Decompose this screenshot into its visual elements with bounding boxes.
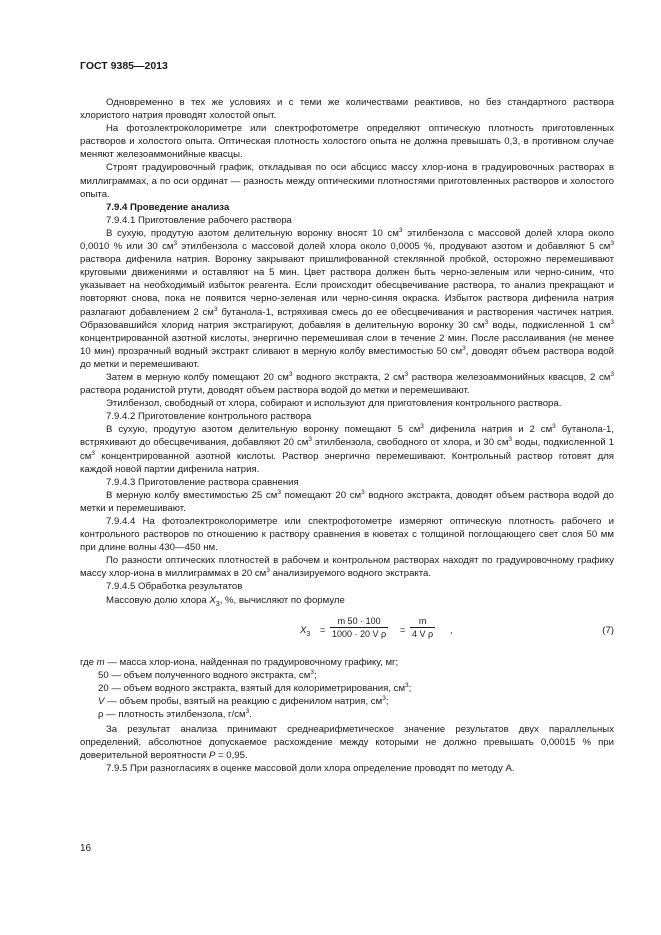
- legend-row-v: V — объем пробы, взятый на реакцию с дифенилом натрия, $см^3$;: [98, 694, 389, 707]
- paragraph-disagreement: 7.9.5 При разногласиях в оценке массовой доли хлора определение проводят по методу А.: [106, 763, 515, 775]
- paragraph-measure-density: 7.9.4.4 На фотоэлектроколориметре или спектрофотометре измеряют оптическую плотность рабочего и контрольного растворов по отношению к раствору сравнения в кюветах с толщиной поглощающего свет слоя 50 мм при длине волны 430—450 нм.: [80, 516, 614, 554]
- paragraph-calibration-graph: Строят градуировочный график, откладывая по оси абсцисс массу хлор-иона в градуировочных растворах в миллиграммах, а по оси ординат — разность между оптическими плотностями приготовленных растворов и холостого опыта.: [80, 162, 614, 200]
- formula-equals-2: =: [400, 624, 406, 635]
- paragraph-difference: По разности оптических плотностей в рабочем и контрольном растворах находят по градуировочному графику массу хлор-иона в миллиграммах в 20 $см^3$ анализируемого водного экстракта.: [80, 555, 614, 580]
- formula-number: (7): [602, 624, 614, 636]
- subsection-heading-7-9-4-2: 7.9.4.2 Приготовление контрольного раствора: [106, 411, 312, 423]
- subsection-heading-7-9-4-1: 7.9.4.1 Приготовление рабочего раствора: [106, 214, 292, 226]
- paragraph-control-solution: В сухую, продутую азотом делительную воронку помещают 5 $см^3$ дифенила натрия и 2 $см^3$ бутанола-1, встряхивают до обесцвечивания, добавляют 20 $см^3$ этилбензола, свободного от хлора, и 30 $см^3$ воды, подкисленной 1 $см^3$ концентрированной азотной кислоты. Раствор энергично перемешивают. Контрольный раствор готовят для каждой новой партии дифенила натрия.: [80, 423, 614, 475]
- legend-row-20: 20 — объем водного экстракта, взятый для колориметрирования, $см^3$;: [98, 681, 412, 694]
- document-body: [80, 96, 614, 775]
- formula-equals-1: =: [320, 624, 326, 635]
- subsection-heading-7-9-4-5: 7.9.4.5 Обработка результатов: [106, 581, 243, 593]
- subsection-heading-7-9-4-3: 7.9.4.3 Приготовление раствора сравнения: [106, 476, 299, 488]
- paragraph-reference-solution: В мерную колбу вместимостью 25 $см^3$ помещают 20 $см^3$ водного экстракта, доводят объем раствора водой до метки и перемешивают.: [80, 488, 614, 514]
- paragraph-blank-test: Одновременно в тех же условиях и с теми же количествами реактивов, но без стандартного раствора хлористого натрия проводят холостой опыт.: [80, 97, 614, 122]
- page-number: 16: [80, 843, 92, 854]
- fraction-1-numerator: m 50 · 100: [330, 615, 388, 628]
- fraction-2-denominator: 4 V ρ: [412, 628, 434, 639]
- fraction-2-numerator: m: [410, 615, 435, 628]
- paragraph-ethylbenzene: Этилбензол, свободный от хлора, собирают и используют для приготовления контрольного раствора.: [106, 398, 562, 410]
- formula-7: [80, 614, 614, 652]
- legend-intro: где m — масса хлор-иона, найденная по градуировочному графику, мг;: [80, 656, 399, 668]
- legend-row-rho: ρ — плотность этилбензола, $г/см^3$.: [98, 707, 252, 720]
- document-header: ГОСТ 9385—2013: [80, 60, 168, 72]
- section-heading-7-9-4: 7.9.4 Проведение анализа: [106, 201, 230, 213]
- paragraph-formula-intro: Массовую долю хлора $X_3$, %, вычисляют по формуле: [106, 594, 345, 608]
- formula-fraction-2: [410, 615, 435, 640]
- formula-lhs: $X_3$: [300, 624, 311, 638]
- formula-legend: [80, 656, 614, 721]
- legend-row-50: 50 — объем полученного водного экстракта, $см^3$;: [98, 668, 317, 681]
- paragraph-measuring-flask: Затем в мерную колбу помещают 20 $см^3$ водного экстракта, 2 $см^3$ раствора железоаммонийных квасцов, 2 $см^3$ раствора роданистой ртути, доводят объем раствора водой до метки и перемешивают.: [80, 370, 614, 397]
- formula-comma: ,: [450, 624, 453, 635]
- paragraph-optical-density: На фотоэлектроколориметре или спектрофотометре определяют оптическую плотность приготовленных растворов и холостого опыта. Оптическая плотность холостого опыта не должна превышать 0,3, в противном случае меняют железоаммонийные квасцы.: [80, 123, 614, 161]
- paragraph-result: За результат анализа принимают среднеарифметическое значение результатов двух параллельных определений, абсолютное допускаемое расхождение между которыми не должно превышать 0,00015 % при доверительной вероятности P = 0,95.: [80, 724, 614, 762]
- fraction-1-denominator: 1000 · 20 V ρ: [332, 628, 387, 639]
- paragraph-working-solution: В сухую, продутую азотом делительную воронку вносят 10 $см^3$ этилбензола с массовой долей хлора около 0,0010 % или 30 $см^3$ этилбензола с массовой долей хлора около 0,0005 %, продувают азотом и добавляют 5 $см^3$ раствора дифенила натрия. Воронку закрывают пришлифованной стеклянной пробкой, осторожно перемешивают круговыми движениями и оставляют на 5 мин. Цвет раствора должен быть черно-зеленым или черно-синим, что указывает на необходимый избыток реагента. Если происходит обесцвечивание раствора, то анализ прекращают и повторяют снова, пока не появится черно-зеленая или черно-синяя окраска. Избыток раствора дифенила натрия разлагают добавлением 2 $см^3$ бутанола-1, встряхивая смесь до ее обесцвечивания и растворения частичек натрия. Образовавшийся хлорид натрия экстрагируют, добавляя в делительную воронку 30 $см^3$ воды, подкисленной 1 $см^3$ концентрированной азотной кислоты, энергично перемешивая слои в течение 2 мин. После расслаивания (не менее 10 мин) прозрачный водный экстракт сливают в мерную колбу вместимостью 50 $см^3$, доводят объем раствора водой до метки и перемешивают.: [80, 226, 615, 370]
- formula-fraction-1: [330, 615, 388, 640]
